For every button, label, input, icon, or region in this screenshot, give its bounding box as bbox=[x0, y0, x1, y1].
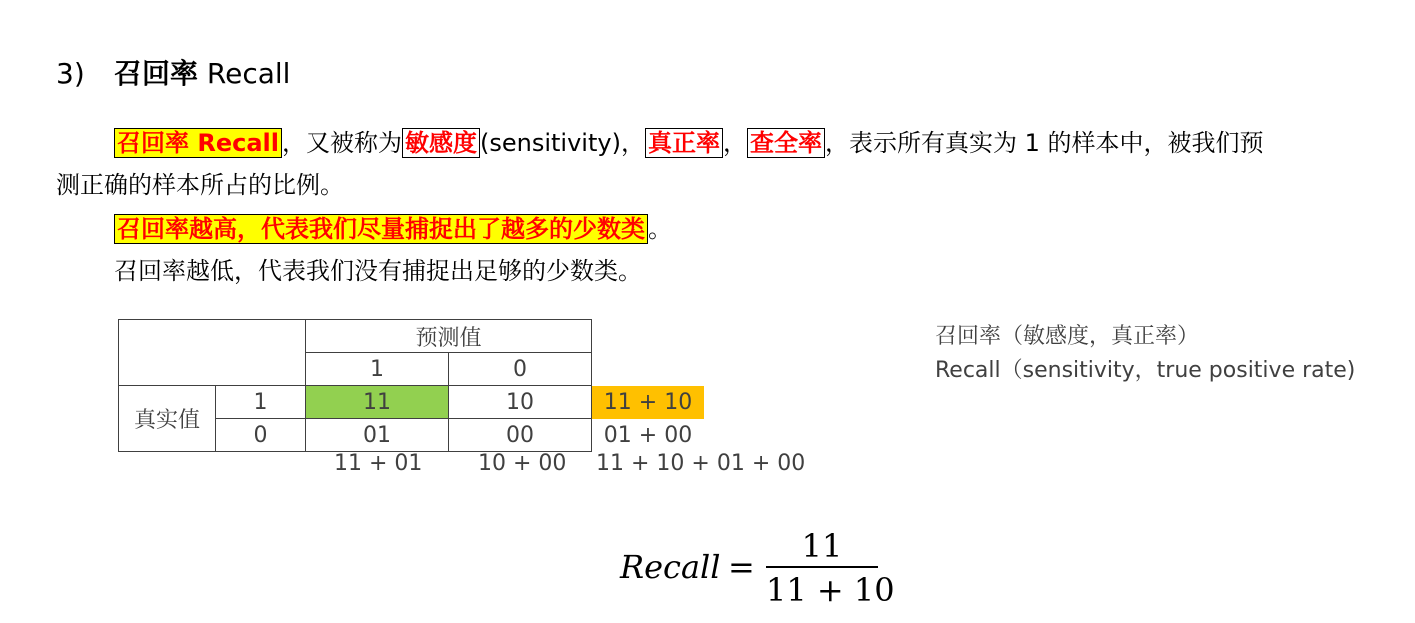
formula-numerator: 11 bbox=[801, 527, 843, 565]
actual-1-header: 1 bbox=[216, 386, 306, 419]
cell-false-negative: 10 bbox=[449, 386, 592, 419]
empty-corner bbox=[119, 320, 306, 386]
formula-fraction bbox=[766, 527, 895, 610]
confusion-matrix bbox=[118, 319, 704, 452]
high-recall-highlight: 召回率越高，代表我们尽量捕捉出了越多的少数类 bbox=[114, 214, 648, 244]
spacer bbox=[592, 320, 705, 353]
pred-1-header: 1 bbox=[306, 353, 449, 386]
col1-sum: 11 + 01 bbox=[334, 451, 423, 476]
definition-paragraph-line1 bbox=[56, 122, 1263, 164]
pred-header: 预测值 bbox=[306, 320, 592, 353]
low-recall-text: 召回率越低，代表我们没有捕捉出足够的少数类。 bbox=[114, 257, 642, 285]
definition-paragraph-line2: 测正确的样本所占的比例。 bbox=[56, 171, 344, 199]
formula-denominator: 11 + 10 bbox=[766, 571, 895, 609]
text-segment: (sensitivity)， bbox=[480, 129, 645, 157]
low-recall-paragraph bbox=[56, 250, 642, 292]
section-title-en: Recall bbox=[206, 57, 291, 90]
side-note-line1: 召回率（敏感度，真正率） bbox=[935, 324, 1200, 349]
text-segment: ， bbox=[722, 129, 747, 157]
alias-chaquanlv: 查全率 bbox=[747, 128, 825, 158]
actual-0-header: 0 bbox=[216, 419, 306, 452]
col0-sum: 10 + 00 bbox=[478, 451, 567, 476]
side-note-line2: Recall（sensitivity，true positive rate) bbox=[935, 358, 1356, 383]
formula-equals: = bbox=[728, 548, 755, 586]
cell-false-positive: 01 bbox=[306, 419, 449, 452]
row0-sum: 01 + 00 bbox=[603, 422, 693, 448]
total-sum: 11 + 10 + 01 + 00 bbox=[596, 451, 806, 476]
spacer bbox=[592, 353, 705, 386]
alias-sensitivity: 敏感度 bbox=[402, 128, 480, 158]
high-recall-paragraph bbox=[56, 208, 672, 250]
text-segment: 。 bbox=[648, 215, 672, 243]
section-heading bbox=[56, 56, 290, 92]
section-number: 3) bbox=[56, 57, 85, 90]
alias-tpr: 真正率 bbox=[645, 128, 723, 158]
text-segment: ，又被称为 bbox=[282, 129, 402, 157]
pred-0-header: 0 bbox=[449, 353, 592, 386]
row1-sum: 11 + 10 bbox=[592, 386, 705, 419]
recall-term-highlight: 召回率 Recall bbox=[114, 128, 282, 158]
formula-lhs: Recall bbox=[620, 548, 721, 586]
cell-true-positive: 11 bbox=[306, 386, 449, 419]
fraction-bar bbox=[766, 566, 878, 568]
cell-true-negative: 00 bbox=[449, 419, 592, 452]
actual-header: 真实值 bbox=[119, 386, 216, 452]
section-title-cn: 召回率 bbox=[114, 57, 199, 90]
text-segment: ，表示所有真实为 1 的样本中，被我们预 bbox=[824, 129, 1264, 157]
